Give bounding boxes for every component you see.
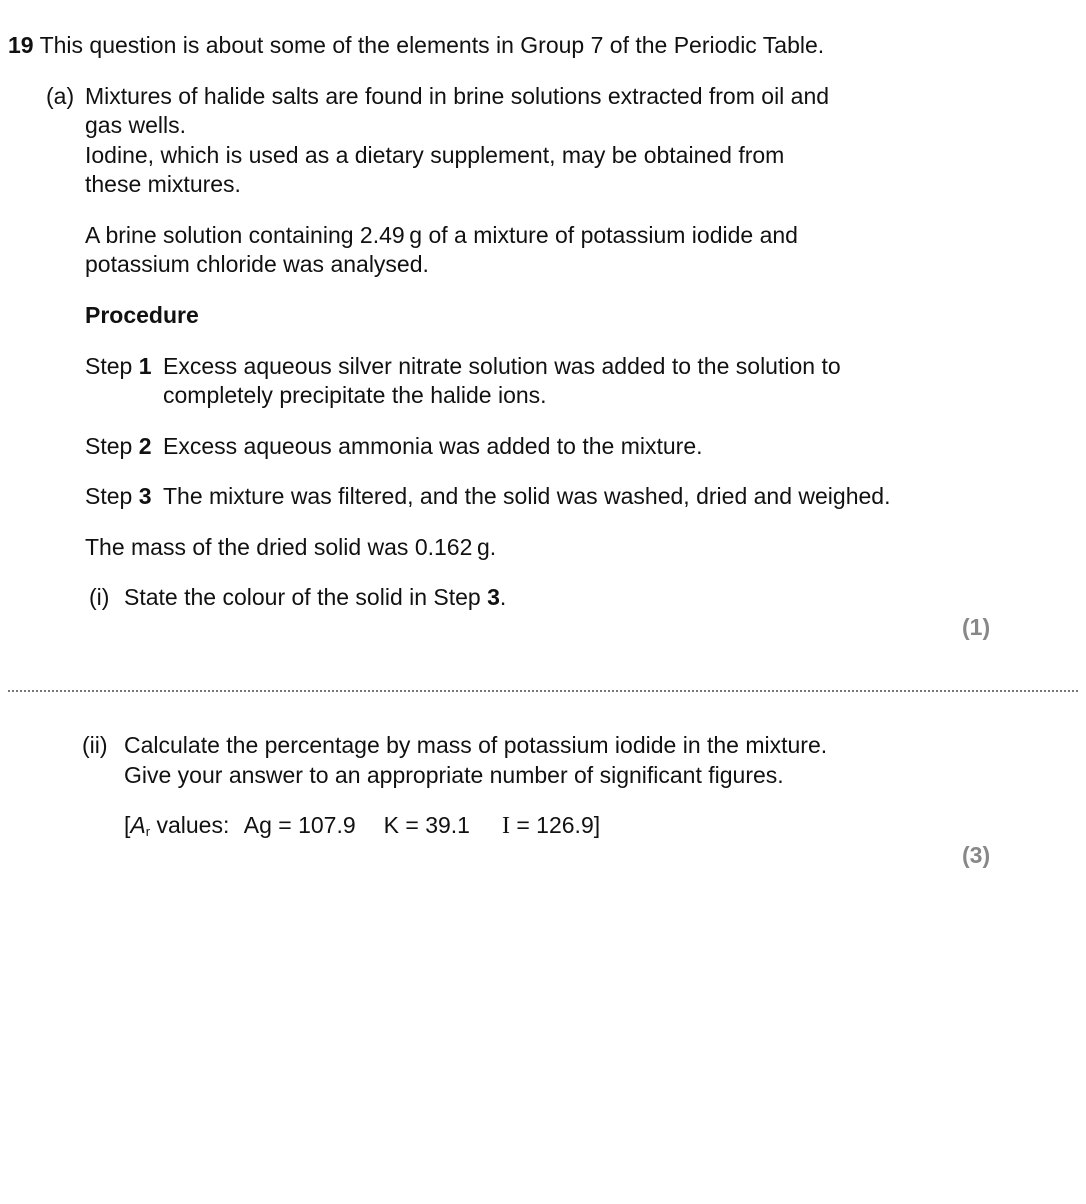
i-symbol: I [501, 813, 510, 839]
mass-statement: The mass of the dried solid was 0.162 g. [85, 534, 497, 560]
procedure-heading: Procedure [85, 302, 199, 328]
step-2-label: Step 2 [85, 433, 152, 459]
step-3-label: Step 3 [85, 483, 152, 509]
step-3-text: The mixture was filtered, and the solid was washed, dried and weighed. [163, 483, 891, 509]
part-a-para1-line2: gas wells. [85, 112, 186, 138]
part-a-label: (a) [46, 83, 75, 109]
k-value: K = 39.1 [383, 812, 470, 838]
question-intro: This question is about some of the elements in Group 7 of the Periodic Table. [39, 32, 825, 58]
part-i-marks: (1) [962, 614, 991, 640]
step-1-label: Step 1 [85, 353, 152, 379]
part-ii-label: (ii) [82, 732, 108, 758]
answer-line[interactable] [8, 690, 1078, 692]
i-value: = 126.9] [509, 812, 601, 838]
ar-symbol: A [130, 812, 146, 838]
part-i-question: State the colour of the solid in Step 3. [124, 584, 507, 610]
part-ii-line2: Give your answer to an appropriate number of significant figures. [124, 762, 784, 788]
part-i-label: (i) [89, 584, 110, 610]
question-header [8, 31, 824, 59]
step-1-text-line2: completely precipitate the halide ions. [163, 382, 547, 408]
ag-value: Ag = 107.9 [243, 812, 356, 838]
part-a-para2-line2: potassium chloride was analysed. [85, 251, 429, 277]
part-a-para2-line1: A brine solution containing 2.49 g of a mixture of potassium iodide and [85, 222, 798, 248]
step-1-text-line1: Excess aqueous silver nitrate solution was added to the solution to [163, 353, 841, 379]
part-a-para1-line4: these mixtures. [85, 171, 241, 197]
step-2-text: Excess aqueous ammonia was added to the mixture. [163, 433, 703, 459]
part-ii-line1: Calculate the percentage by mass of potassium iodide in the mixture. [124, 732, 828, 758]
ar-values: [$A_r$ values: Ag = 107.9 K = 39.1 I = 126.9] [124, 812, 601, 839]
ar-subscript: r [145, 824, 151, 839]
part-ii-marks: (3) [962, 842, 991, 868]
part-a-para1-line1: Mixtures of halide salts are found in brine solutions extracted from oil and [85, 83, 830, 109]
part-a-para1-line3: Iodine, which is used as a dietary supplement, may be obtained from [85, 142, 785, 168]
question-number: 19 [8, 32, 34, 58]
